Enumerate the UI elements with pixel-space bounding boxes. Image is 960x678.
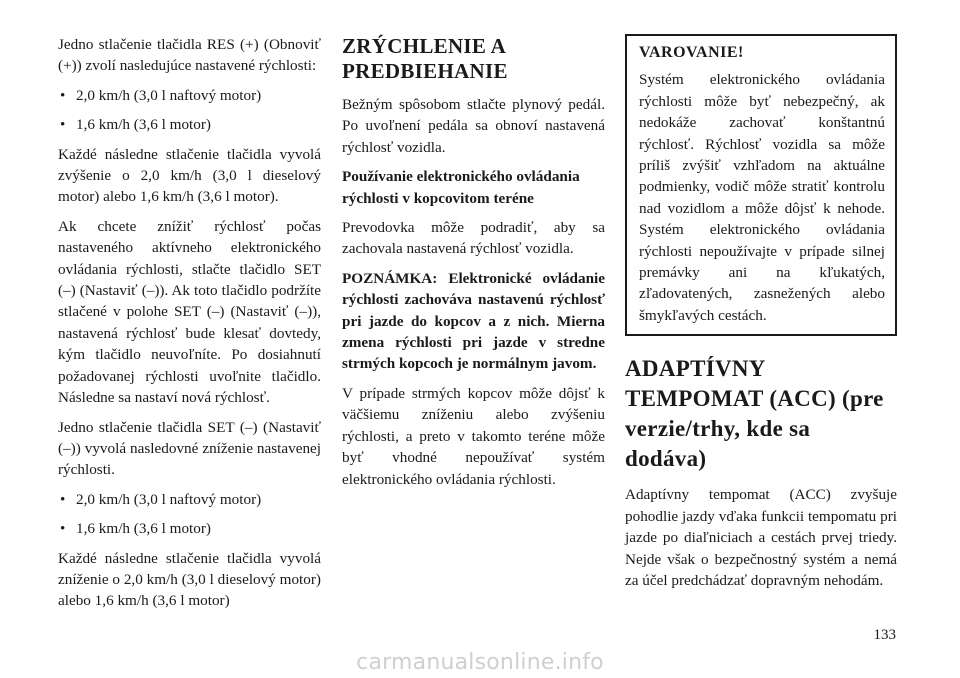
- paragraph: V prípade strmých kopcov môže dôjsť k väčšiemu zníženiu alebo zvýšeniu rýchlosti, a preto v takomto teréne môže byť vhodné nepoužívať systém elektronického ovládania rýchlosti.: [342, 384, 605, 488]
- paragraph: Prevodovka môže podradiť, aby sa zachovala nastavená rýchlosť vozidla.: [342, 219, 605, 258]
- subheading-hilly-terrain: Používanie elektronického ovládania rýchlosti v kopcovitom teréne: [342, 168, 580, 207]
- right-column: [625, 34, 897, 599]
- paragraph: Každé následne stlačenie tlačidla vyvolá zníženie o 2,0 km/h (3,0 l dieselový motor) alebo 1,6 km/h (3,6 l motor): [58, 549, 321, 610]
- left-column: [58, 34, 321, 620]
- bullet-item: • 2,0 km/h (3,0 l naftový motor): [58, 489, 321, 510]
- note-paragraph: POZNÁMKA: Elektronické ovládanie rýchlosti zachováva nastavenú rýchlosť pri jazde do kopcov a z nich. Mierna zmena rýchlosti pri jazde v stredne strmých kopcoch je normálnym javom.: [342, 269, 605, 373]
- bullet-item: • 2,0 km/h (3,0 l naftový motor): [58, 85, 321, 106]
- middle-column: [342, 34, 605, 498]
- paragraph: Adaptívny tempomat (ACC) zvyšuje pohodlie jazdy vďaka funkcii tempomatu pri jazde po diaľniciach a cestách prvej triedy. Nejde však o bezpečnostný systém a nemá za účel predchádzať dopravným nehodám.: [625, 486, 897, 589]
- section-heading-acc: ADAPTÍVNY TEMPOMAT (ACC) (pre verzie/trhy, kde sa dodáva): [625, 356, 884, 472]
- warning-text: Systém elektronického ovládania rýchlosti môže byť nebezpečný, ak nedokáže zachovať konštantnú rýchlosť. Rýchlosť vozidla sa môže príliš zvýšiť vzhľadom na aktuálne podmienky, vodič môže stratiť kontrolu nad vozidlom a môže dôjsť k nehode. Systém elektronického ovládania rýchlosti nepoužívajte v prípade silnej premávky ani na kľukatých, zľadovatených, zasnežených alebo šmykľavých cestách.: [639, 71, 885, 324]
- paragraph: Každé následne stlačenie tlačidla vyvolá zvýšenie o 2,0 km/h (3,0 l dieselový motor) alebo 1,6 km/h (3,6 l motor).: [58, 145, 321, 206]
- bullet-item: • 1,6 km/h (3,6 l motor): [58, 114, 321, 135]
- section-heading-acceleration: ZRÝCHLENIE A PREDBIEHANIE: [342, 34, 508, 83]
- warning-box: [625, 34, 897, 336]
- paragraph: Jedno stlačenie tlačidla RES (+) (Obnoviť (+)) zvolí nasledujúce nastavené rýchlosti:: [58, 36, 321, 75]
- watermark: carmanualsonline.info: [356, 650, 604, 675]
- bullet-item: • 1,6 km/h (3,6 l motor): [58, 518, 321, 539]
- paragraph: Jedno stlačenie tlačidla SET (–) (Nastaviť (–)) vyvolá nasledovné zníženie nastavenej rýchlosti.: [58, 418, 321, 479]
- paragraph: Bežným spôsobom stlačte plynový pedál. Po uvoľnení pedála sa obnoví nastavená rýchlosť vozidla.: [342, 96, 605, 156]
- paragraph: Ak chcete znížiť rýchlosť počas nastaveného aktívneho elektronického ovládania rýchlosti, stlačte tlačidlo SET (–) (Nastaviť (–)). Ak toto tlačidlo podržíte stlačené v polohe SET (–) (Nastaviť (–)), nastavená rýchlosť bude klesať dovtedy, kým tlačidlo neuvoľníte. Po dosiahnutí požadovanej rýchlosti uvoľnite tlačidlo. Následne sa nastaví nová rýchlosť.: [58, 217, 321, 407]
- page-number: 133: [873, 627, 896, 643]
- warning-title: VAROVANIE!: [639, 44, 744, 61]
